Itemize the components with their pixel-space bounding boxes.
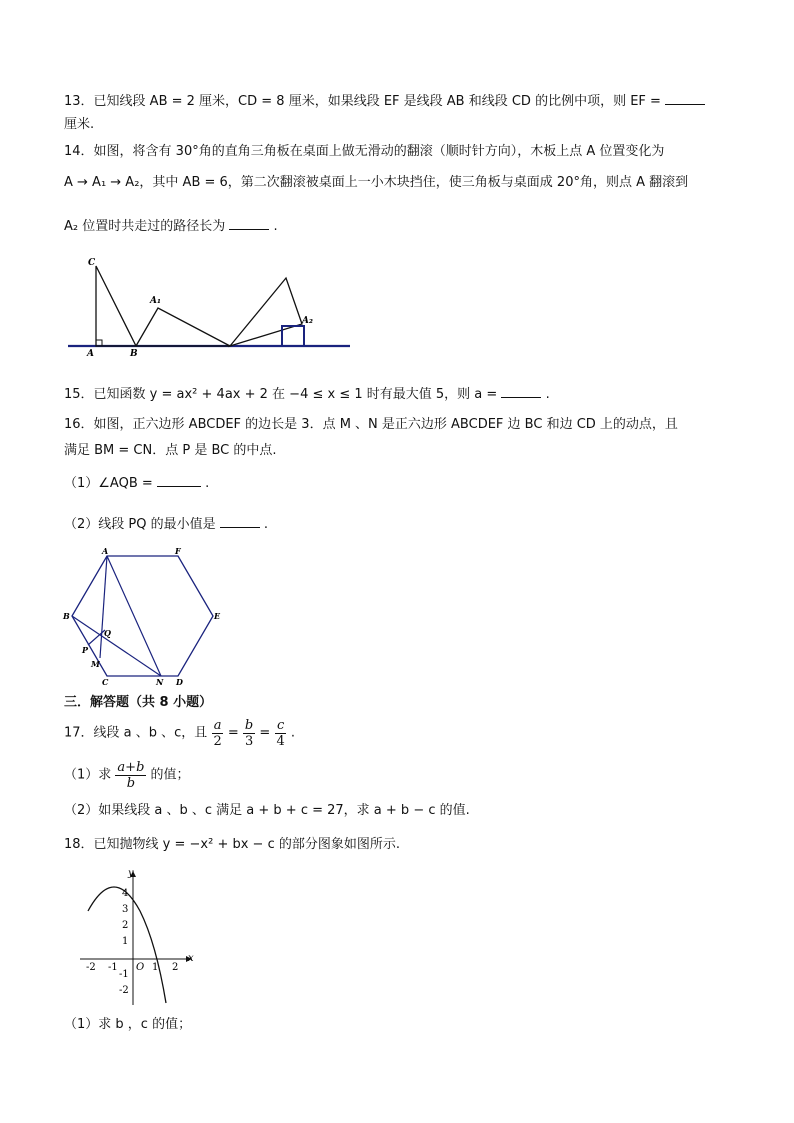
q13-line1 <box>64 91 705 111</box>
y-tick-label: -1 <box>119 969 129 980</box>
triangle-first-roll <box>136 308 230 346</box>
x-tick-label: 2 <box>172 962 179 973</box>
y-tick-label: 4 <box>122 888 129 899</box>
label-A: A <box>102 546 109 556</box>
q17-line <box>64 718 295 749</box>
label-P: P <box>82 645 89 655</box>
q13-line2: 厘米. <box>64 117 95 132</box>
q15-end: . <box>545 387 550 402</box>
q14-line1: 14．如图，将含有 30°角的直角三角板在桌面上做无滑动的翻滚（顺时针方向），木板上点 A 位置变化为 <box>64 144 665 159</box>
q16-sub2-text: （2）线段 PQ 的最小值是 <box>64 517 216 532</box>
section-title: 三．解答题（共 8 小题） <box>64 695 213 710</box>
label-B: B <box>63 611 70 621</box>
hexagon <box>72 556 213 676</box>
q13-text: 13．已知线段 AB = 2 厘米，CD = 8 厘米，如果线段 EF 是线段 AB 和线段 CD 的比例中项，则 EF = <box>64 94 661 109</box>
y-axis-label: y <box>128 868 134 879</box>
q16-sub1-end: . <box>205 476 210 491</box>
fraction-a-over-2: $\frac{a}{2}$ <box>213 718 222 749</box>
label-C: C <box>102 677 109 687</box>
label-N: N <box>156 677 164 687</box>
q14-answer-blank[interactable] <box>229 216 269 230</box>
q17-sub1-text: （1）求 <box>64 767 112 783</box>
label-B: B <box>130 349 138 359</box>
label-E: E <box>214 611 221 621</box>
y-tick-label: -2 <box>119 985 129 996</box>
q16-sub1-blank[interactable] <box>157 473 201 487</box>
q13-answer-blank[interactable] <box>665 91 705 105</box>
q18-parabola-graph <box>76 865 206 1007</box>
q16-hexagon-figure <box>60 546 230 686</box>
q16-sub2 <box>64 514 268 534</box>
x-tick-label: -2 <box>86 962 96 973</box>
q16-sub1 <box>64 473 209 493</box>
triangle-original <box>96 266 136 346</box>
label-D: D <box>176 677 183 687</box>
q17-sub2: （2）如果线段 a 、b 、c 满足 a + b + c = 27，求 a + b − c 的值. <box>64 803 470 818</box>
equals-sign: = <box>259 725 271 741</box>
label-A2: A₂ <box>302 316 313 326</box>
q14-rolling-triangle-figure <box>60 252 360 362</box>
segment-AM <box>100 556 107 658</box>
label-A: A <box>87 349 94 359</box>
y-tick-label: 2 <box>122 920 129 931</box>
q17-text: 17．线段 a 、b 、c，且 <box>64 725 208 741</box>
q15-answer-blank[interactable] <box>501 384 541 398</box>
fraction-a-plus-b-over-b: $\frac{a+b}{b}$ <box>117 760 145 791</box>
origin-label: O <box>136 962 145 973</box>
q16-sub2-end: . <box>263 517 269 532</box>
q16-line1: 16．如图，正六边形 ABCDEF 的边长是 3．点 M 、N 是正六边形 ABCDEF 边 BC 和边 CD 上的动点，且 <box>64 417 678 432</box>
label-C: C <box>88 258 96 268</box>
y-tick-label: 1 <box>122 936 129 947</box>
q15-line <box>64 384 550 404</box>
label-A1: A₁ <box>150 296 161 306</box>
q18-line: 18．已知抛物线 y = −x² + bx − c 的部分图象如图所示. <box>64 837 400 852</box>
q17-sub1 <box>64 760 190 791</box>
y-tick-label: 3 <box>122 904 129 915</box>
q14-line2: A → A₁ → A₂，其中 AB = 6，第二次翻滚被桌面上一小木块挡住，使三角板与桌面成 20°角，则点 A 翻滚到 <box>64 175 689 190</box>
q15-text: 15．已知函数 y = ax² + 4ax + 2 在 −4 ≤ x ≤ 1 时有最大值 5，则 a = <box>64 387 498 402</box>
label-Q: Q <box>104 628 111 638</box>
fraction-b-over-3: $\frac{b}{3}$ <box>244 718 254 749</box>
equals-sign: = <box>227 725 239 741</box>
x-tick-label: 1 <box>152 962 159 973</box>
q14-line3 <box>64 216 278 236</box>
q18-sub1: （1）求 b ，c 的值； <box>64 1017 192 1032</box>
label-M: M <box>91 659 100 669</box>
q16-line2: 满足 BM = CN．点 P 是 BC 的中点. <box>64 443 277 458</box>
q17-sub1-suffix: 的值； <box>150 767 190 783</box>
q14-end: . <box>273 219 278 234</box>
q16-sub1-text: （1）∠AQB = <box>64 476 153 491</box>
label-F: F <box>175 546 181 556</box>
q14-text: A₂ 位置时共走过的路径长为 <box>64 219 226 234</box>
q16-sub2-blank[interactable] <box>220 514 260 528</box>
q17-end: . <box>290 725 295 741</box>
x-axis-label: x <box>188 953 194 964</box>
x-tick-label: -1 <box>108 962 118 973</box>
fraction-c-over-4: $\frac{c}{4}$ <box>276 718 285 749</box>
triangle-second-roll <box>230 278 302 346</box>
